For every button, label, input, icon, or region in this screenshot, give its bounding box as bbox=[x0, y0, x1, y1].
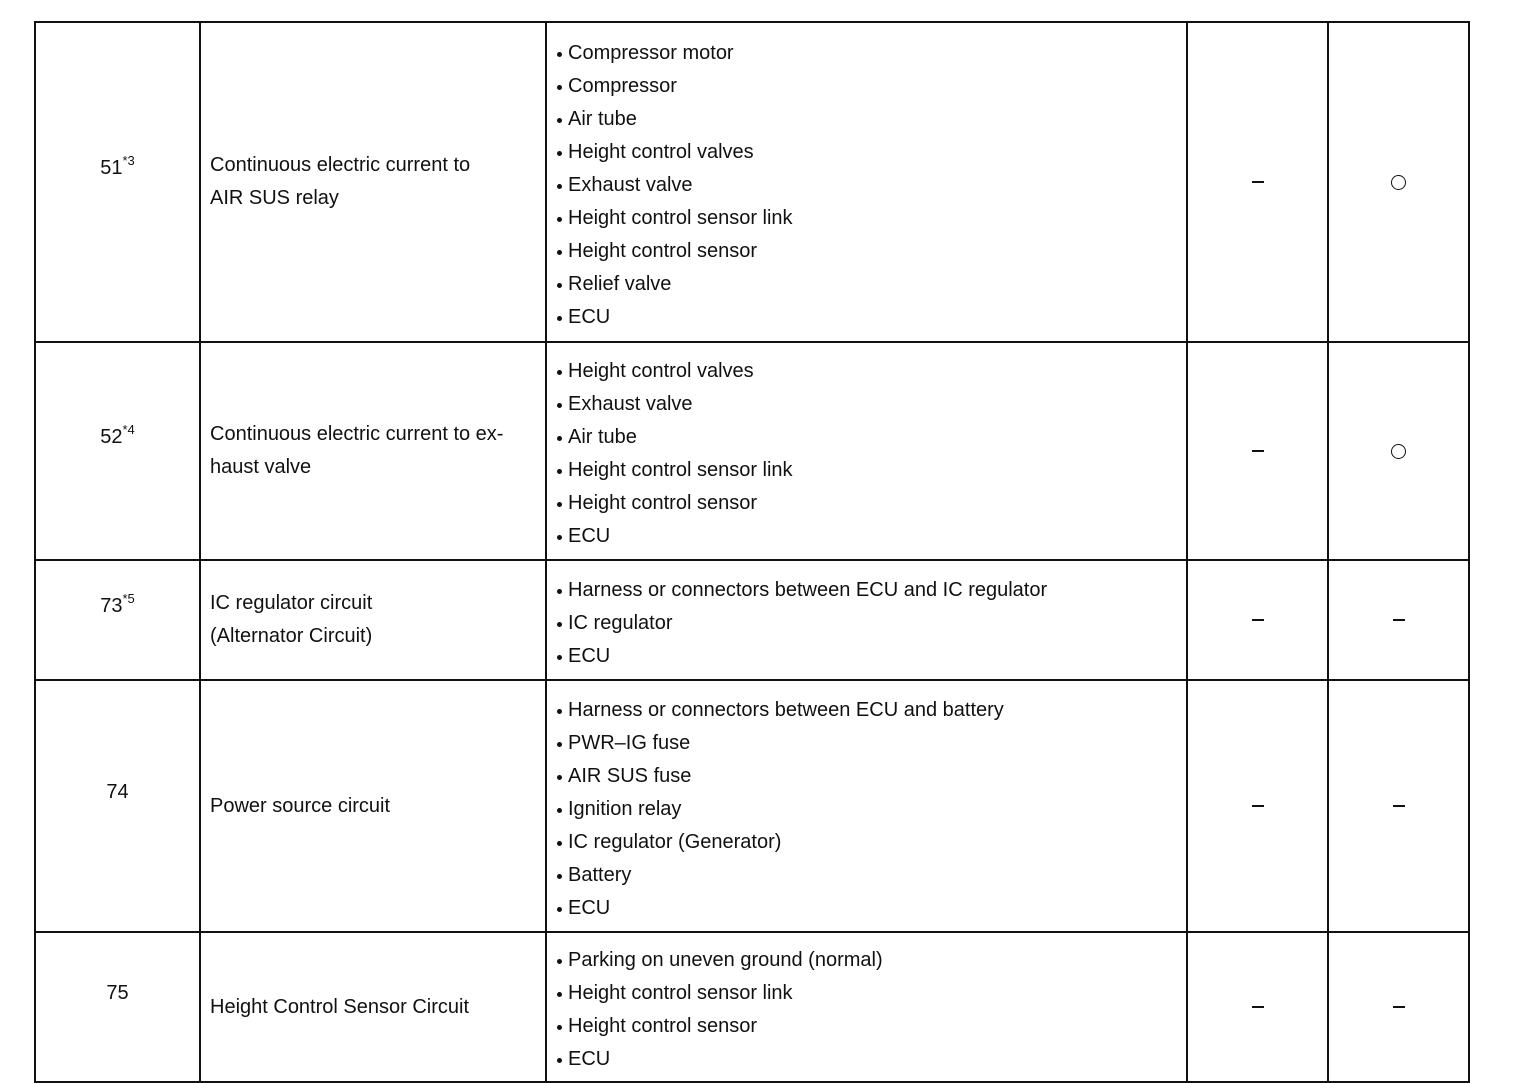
table-row bbox=[35, 932, 1469, 1082]
trouble-item: ECU bbox=[555, 640, 1186, 673]
trouble-item: Exhaust valve bbox=[555, 169, 1186, 202]
trouble-area-cell bbox=[546, 680, 1187, 932]
trouble-item: AIR SUS fuse bbox=[555, 760, 1186, 793]
diagnosis-area-cell bbox=[200, 680, 546, 932]
code-number: 73 bbox=[100, 594, 123, 617]
trouble-item: ECU bbox=[555, 1043, 1186, 1076]
dash-mark bbox=[1252, 805, 1264, 807]
diagnosis-area-line: AIR SUS relay bbox=[210, 187, 339, 209]
diagnosis-area-line: Height Control Sensor Circuit bbox=[210, 995, 469, 1018]
code-note: *5 bbox=[122, 590, 135, 606]
trouble-item: Ignition relay bbox=[555, 793, 1186, 826]
diagnosis-area-cell bbox=[200, 342, 546, 560]
code-number: 74 bbox=[106, 780, 129, 803]
trouble-item: Compressor motor bbox=[555, 37, 1186, 70]
trouble-item: ECU bbox=[555, 301, 1186, 334]
light-cell bbox=[1187, 342, 1328, 560]
trouble-item: Height control valves bbox=[555, 355, 1186, 388]
trouble-item: Height control sensor link bbox=[555, 454, 1186, 487]
dash-mark bbox=[1393, 619, 1405, 621]
diagnosis-area-line: Continuous electric current to bbox=[210, 154, 471, 176]
trouble-item: Compressor bbox=[555, 70, 1186, 103]
trouble-list bbox=[555, 37, 1186, 334]
light-cell bbox=[1187, 932, 1328, 1082]
trouble-item: Harness or connectors between ECU and battery bbox=[555, 694, 1186, 727]
code-number: 75 bbox=[106, 981, 129, 1004]
memory-cell bbox=[1328, 680, 1469, 932]
light-cell bbox=[1187, 560, 1328, 680]
trouble-item: Height control sensor bbox=[555, 487, 1186, 520]
trouble-item: Height control valves bbox=[555, 136, 1186, 169]
diagnosis-area-cell bbox=[200, 560, 546, 680]
dash-mark bbox=[1252, 181, 1264, 183]
trouble-list bbox=[555, 694, 1186, 925]
code-cell bbox=[35, 560, 200, 680]
trouble-item: ECU bbox=[555, 520, 1186, 553]
trouble-item: Height control sensor bbox=[555, 1010, 1186, 1043]
trouble-area-cell bbox=[546, 560, 1187, 680]
code-cell bbox=[35, 932, 200, 1082]
trouble-item: Exhaust valve bbox=[555, 388, 1186, 421]
trouble-item: PWR–IG fuse bbox=[555, 727, 1186, 760]
diagnosis-area-line: IC regulator circuit bbox=[210, 592, 373, 614]
trouble-item: Height control sensor link bbox=[555, 202, 1186, 235]
diagnosis-area-line: (Alternator Circuit) bbox=[210, 625, 373, 647]
trouble-item: Height control sensor bbox=[555, 235, 1186, 268]
trouble-item: Battery bbox=[555, 859, 1186, 892]
code-number: 51 bbox=[100, 156, 123, 179]
code-cell bbox=[35, 342, 200, 560]
memory-cell bbox=[1328, 560, 1469, 680]
trouble-list bbox=[555, 574, 1186, 673]
dash-mark bbox=[1393, 805, 1405, 807]
circle-mark bbox=[1391, 444, 1406, 459]
trouble-item: ECU bbox=[555, 892, 1186, 925]
code-cell bbox=[35, 680, 200, 932]
dash-mark bbox=[1252, 1006, 1264, 1008]
trouble-area-cell bbox=[546, 22, 1187, 342]
circle-mark bbox=[1391, 175, 1406, 190]
trouble-item: Parking on uneven ground (normal) bbox=[555, 944, 1186, 977]
code-number: 52 bbox=[100, 425, 123, 448]
trouble-item: IC regulator (Generator) bbox=[555, 826, 1186, 859]
memory-cell bbox=[1328, 932, 1469, 1082]
table-row bbox=[35, 560, 1469, 680]
table-row bbox=[35, 680, 1469, 932]
table-row bbox=[35, 342, 1469, 560]
code-cell bbox=[35, 22, 200, 342]
trouble-item: Harness or connectors between ECU and IC regulator bbox=[555, 574, 1186, 607]
diagnosis-area-line: Continuous electric current to ex- bbox=[210, 423, 504, 445]
diagnosis-area-cell bbox=[200, 22, 546, 342]
diagnostic-code-table bbox=[34, 21, 1470, 1083]
dash-mark bbox=[1252, 450, 1264, 452]
code-note: *3 bbox=[122, 152, 135, 168]
trouble-area-cell bbox=[546, 342, 1187, 560]
trouble-item: IC regulator bbox=[555, 607, 1186, 640]
trouble-area-cell bbox=[546, 932, 1187, 1082]
code-note: *4 bbox=[122, 421, 135, 437]
trouble-list bbox=[555, 944, 1186, 1076]
light-cell bbox=[1187, 22, 1328, 342]
memory-cell bbox=[1328, 342, 1469, 560]
trouble-item: Height control sensor link bbox=[555, 977, 1186, 1010]
trouble-item: Air tube bbox=[555, 421, 1186, 454]
diagnosis-area-line: haust valve bbox=[210, 456, 312, 478]
table-row bbox=[35, 22, 1469, 342]
diagnosis-area-cell bbox=[200, 932, 546, 1082]
dash-mark bbox=[1252, 619, 1264, 621]
dash-mark bbox=[1393, 1006, 1405, 1008]
light-cell bbox=[1187, 680, 1328, 932]
trouble-item: Air tube bbox=[555, 103, 1186, 136]
memory-cell bbox=[1328, 22, 1469, 342]
diagnosis-area-line: Power source circuit bbox=[210, 794, 391, 817]
trouble-list bbox=[555, 355, 1186, 553]
trouble-item: Relief valve bbox=[555, 268, 1186, 301]
